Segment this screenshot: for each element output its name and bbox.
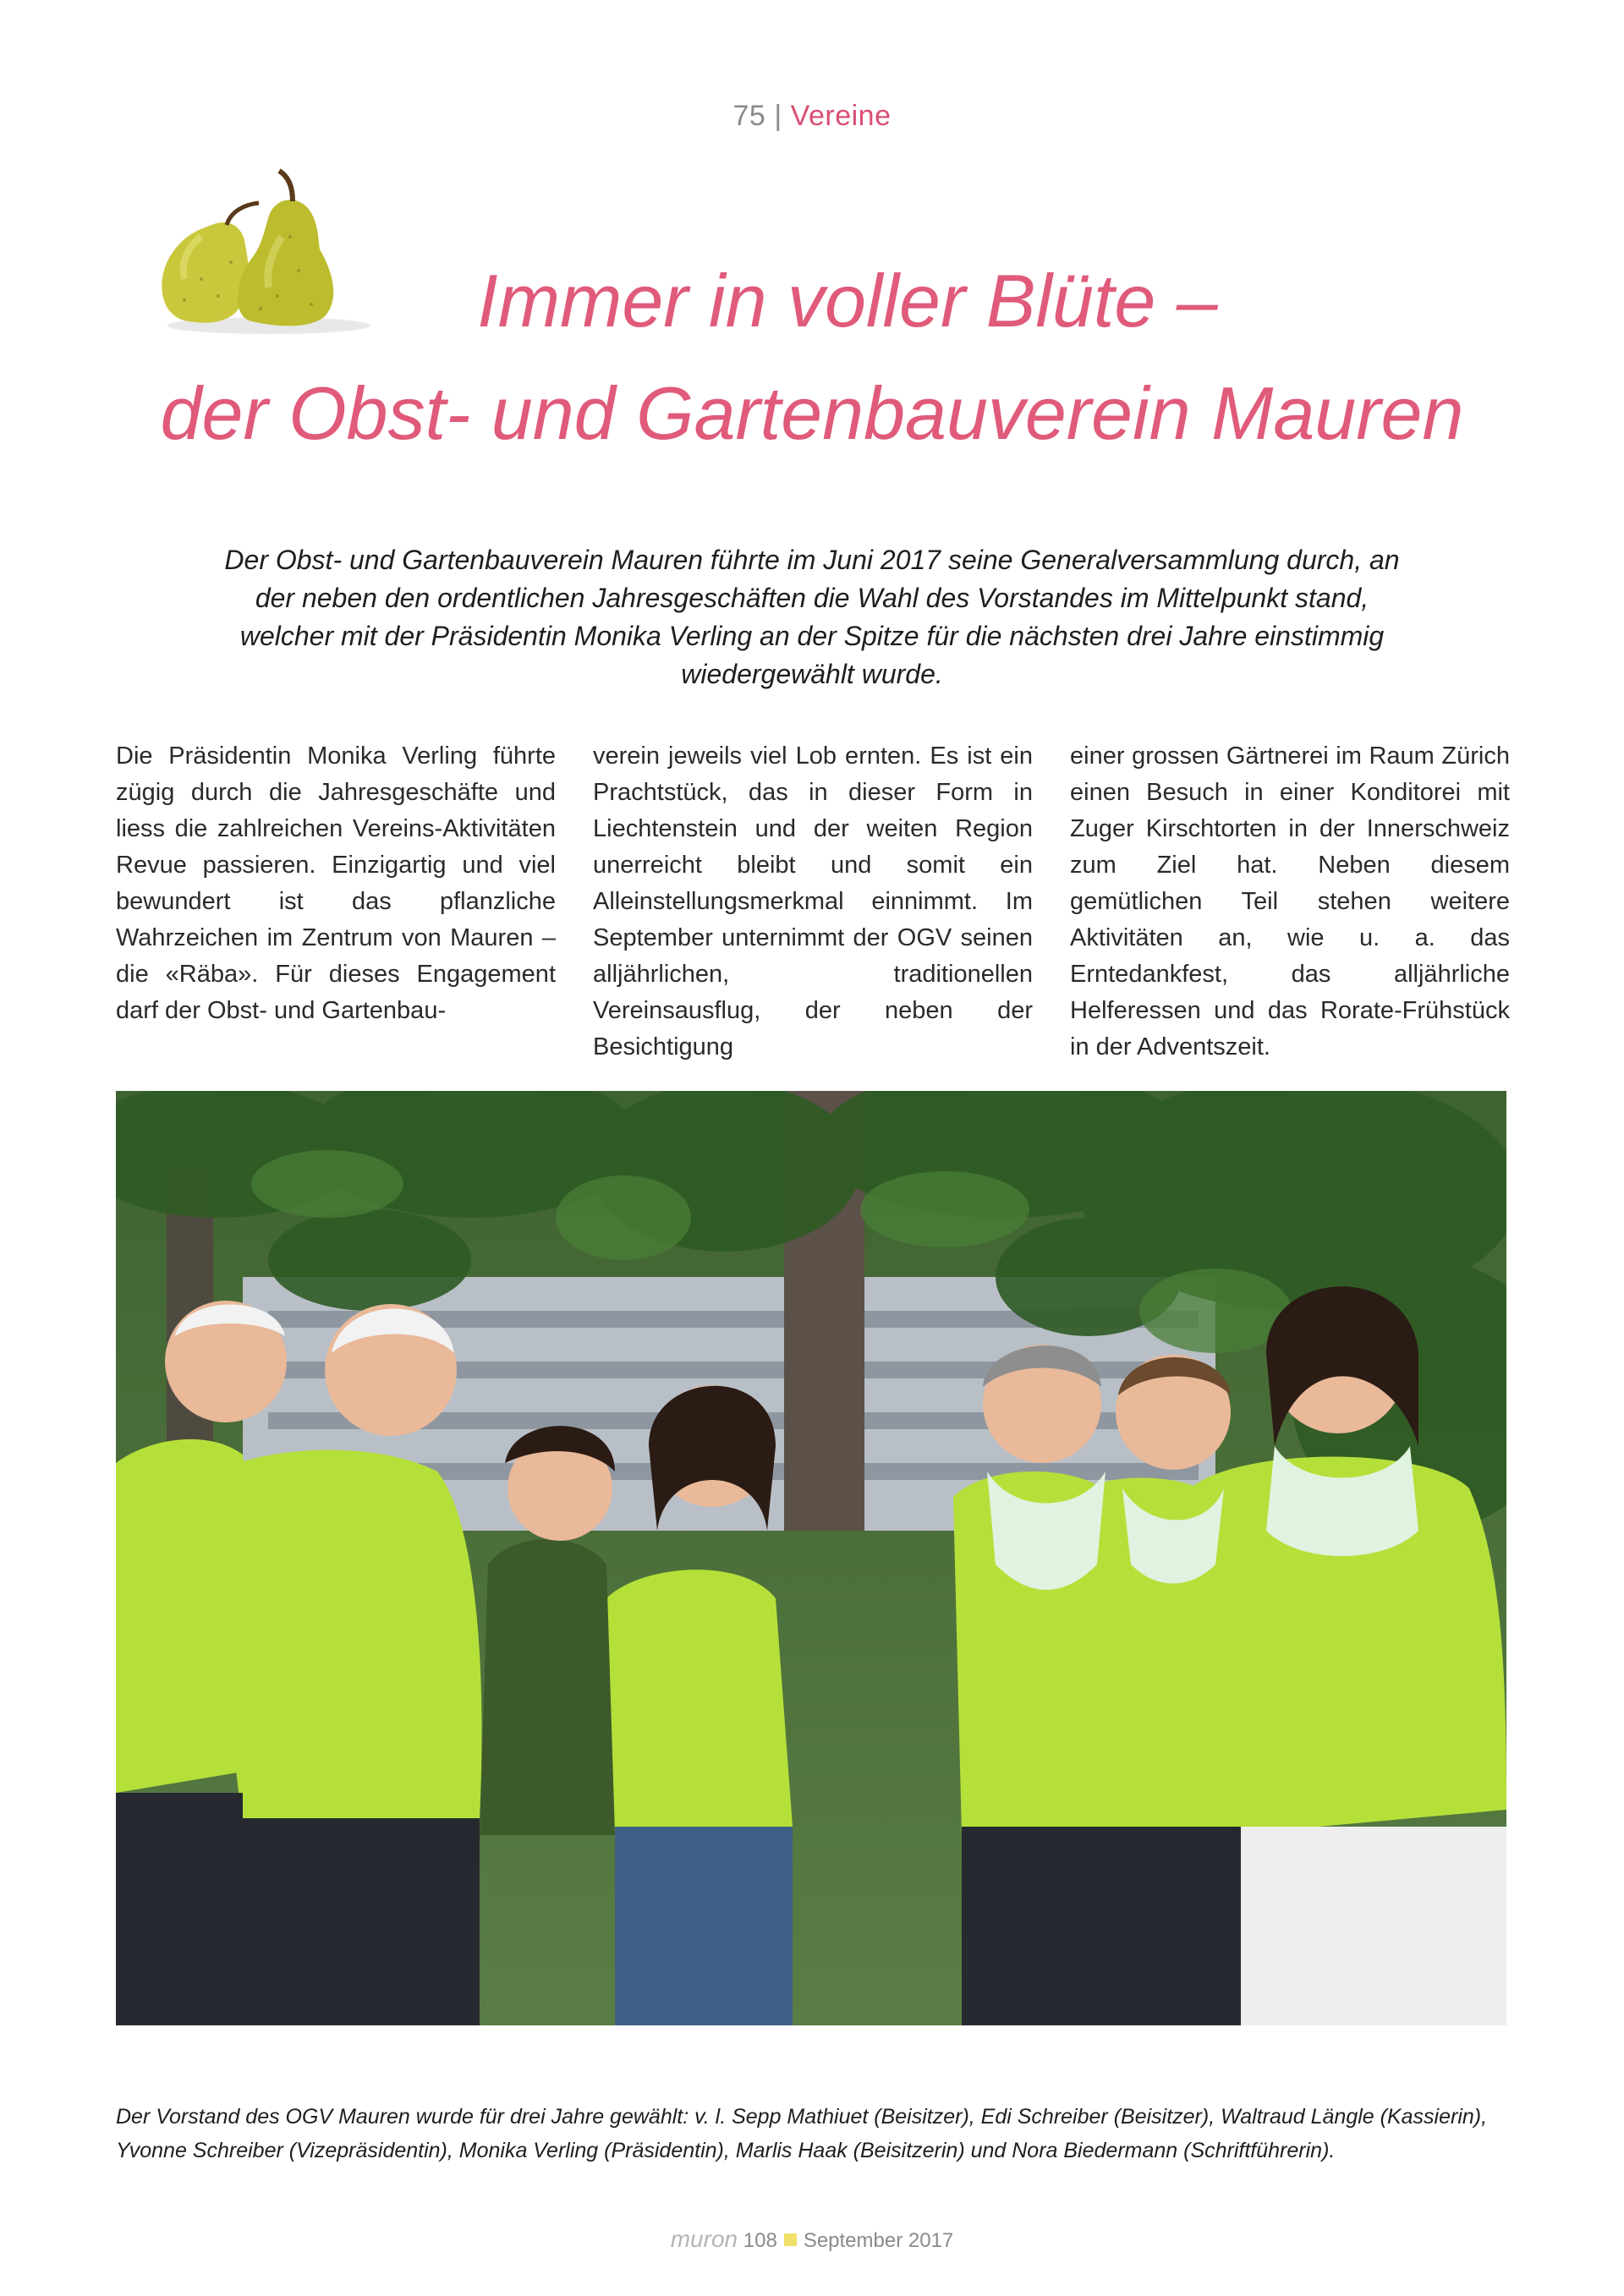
square-icon xyxy=(784,2233,797,2246)
page-footer xyxy=(0,2226,1624,2253)
page-header xyxy=(0,100,1624,133)
magazine-name: muron xyxy=(670,2226,738,2252)
body-column-3: einer grossen Gärtnerei im Raum Zürich einen Besuch in einer Konditorei mit Zuger Kirschtorten in der Innerschweiz zum Ziel hat. Neben diesem gemütlichen Teil stehen weitere Aktivitäten an, wie u. a. das Erntedankfest, das alljährliche Helferessen und das Rorate-Frühstück in der Adventszeit. xyxy=(1070,743,1510,1060)
body-column-2: verein jeweils viel Lob ernten. Es ist ein Prachtstück, das in dieser Form in Liechtenstein und der weiten Region unerreicht bleibt und somit ein Alleinstellungsmerkmal einnimmt. Im September unternimmt der OGV seinen alljährlichen, traditionellen Vereinsausflug, der neben der Besichtigung xyxy=(593,743,1033,1060)
article-title-line-1: Immer in voller Blüte – xyxy=(477,259,1218,342)
header-separator: | xyxy=(774,100,782,132)
article-title-line-2: der Obst- und Gartenbauverein Mauren xyxy=(160,371,1464,455)
article-body xyxy=(116,738,1510,1066)
body-column-1: Die Präsidentin Monika Verling führte zügig durch die Jahresgeschäfte und liess die zahlreichen Vereins-Aktivitäten Revue passieren. Einzigartig und viel bewundert ist das pflanzliche Wahrzeichen im Zentrum von Mauren – die «Räba». Für dieses Engagement darf der Obst- und Gartenbau- xyxy=(116,743,556,1024)
section-name: Vereine xyxy=(790,100,892,132)
group-photo-icon xyxy=(116,1091,1506,2025)
article-lead: Der Obst- und Gartenbauverein Mauren führte im Juni 2017 seine Generalversammlung durch, an der neben den ordentlichen Jahresgeschäften die Wahl des Vorstandes im Mittelpunkt stand, welcher mit der Präsidentin Monika Verling an der Spitze für die nächsten drei Jahre einstimmig wiedergewählt wurde. xyxy=(224,545,1400,689)
issue-date: September 2017 xyxy=(803,2229,954,2252)
issue-number: 108 xyxy=(743,2229,777,2252)
photo-caption: Der Vorstand des OGV Mauren wurde für drei Jahre gewählt: v. l. Sepp Mathiuet (Beisitzer), Edi Schreiber (Beisitzer), Waltraud Längle (Kassierin), Yvonne Schreiber (Vizepräsidentin), Monika Verling (Präsidentin), Marlis Haak (Beisitzerin) und Nora Biedermann (Schriftführerin). xyxy=(116,2105,1488,2162)
page-number: 75 xyxy=(732,100,766,132)
